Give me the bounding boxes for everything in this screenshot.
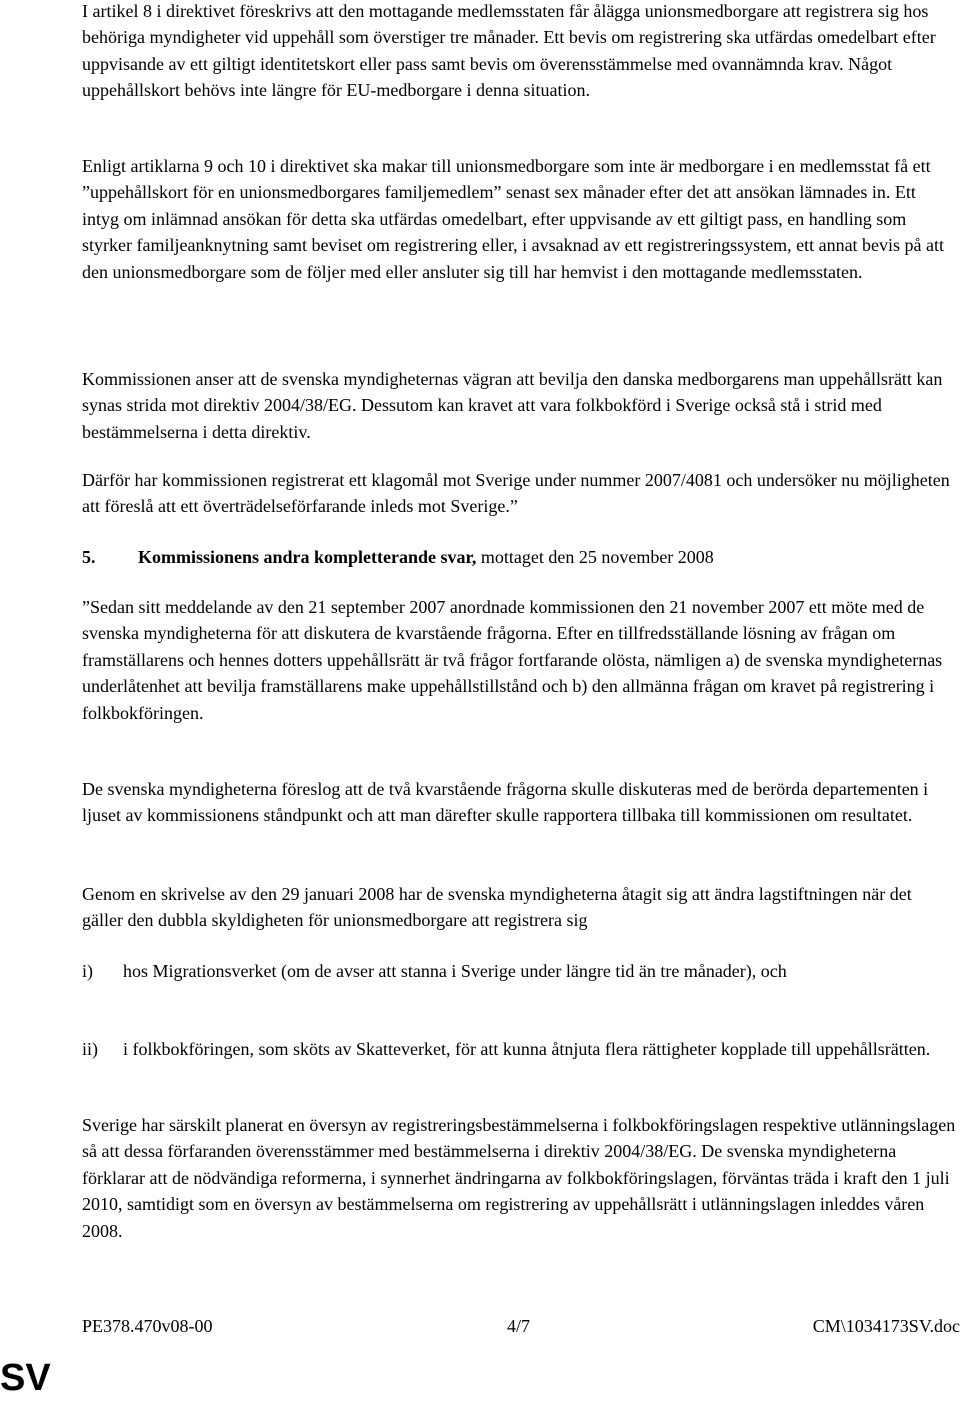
list-item <box>82 958 956 984</box>
paragraph-articles-9-10: Enligt artiklarna 9 och 10 i direktivet ska makar till unionsmedborgare som inte är medborgare i en medlemsstat få ett ”uppehållskort för en unionsmedborgares familjemedlem” senast sex månader efter det att ansökan lämnades in. Ett intyg om inlämnad ansökan för detta ska utfärdas omedelbart, efter uppvisande av ett giltigt pass, en handling som styrker familjeanknytning samt beviset om registrering eller, i avsaknad av ett registreringssystem, ett annat bevis på att den unionsmedborgare som de följer med eller ansluter sig till har hemvist i den mottagande medlemsstaten. <box>82 156 945 282</box>
section-heading <box>82 544 956 570</box>
section-number: 5. <box>82 547 96 567</box>
paragraph-proposal: De svenska myndigheterna föreslog att de två kvarstående frågorna skulle diskuteras med de berörda departementen i ljuset av kommissionens ståndpunkt och att man därefter skulle rapportera tillbaka till kommissionen om resultatet. <box>82 779 929 826</box>
section-title: Kommissionens andra kompletterande svar, <box>138 547 477 567</box>
page-footer <box>82 1313 960 1339</box>
paragraph-article-8: I artikel 8 i direktivet föreskrivs att den mottagande medlemsstaten får ålägga unionsmedborgare att registrera sig hos behöriga myndigheter vid uppehåll som överstiger tre månader. Ett bevis om registrering ska utfärdas omedelbart efter uppvisande av ett giltigt identitetskort eller pass samt bevis om överensstämmelse med ovannämnda krav. Något uppehållskort behövs inte längre för EU-medborgare i denna situation. <box>82 1 936 101</box>
list-item <box>82 1036 956 1062</box>
language-code: SV <box>0 1357 51 1399</box>
paragraph-review: Sverige har särskilt planerat en översyn av registreringsbestämmelserna i folkbokföringslagen respektive utlänningslagen så att dessa förfaranden överensstämmer med bestämmelserna i direktiv 2004/38/EG. De svenska myndigheterna förklarar att de nödvändiga reformerna, i synnerhet ändringarna av folkbokföringslagen, förväntas träda i kraft den 1 juli 2010, samtidigt som en översyn av bestämmelserna om registrering av uppehållsrätt i utlänningslagen inleddes våren 2008. <box>82 1115 956 1241</box>
paragraph-complaint-registered: Därför har kommissionen registrerat ett klagomål mot Sverige under nummer 2007/4081 och undersöker nu möjligheten att föreslå att ett överträdelseförfarande inleds mot Sverige.” <box>82 470 950 517</box>
paragraph-meeting: ”Sedan sitt meddelande av den 21 september 2007 anordnade kommissionen den 21 november 2007 ett möte med de svenska myndigheterna för att diskutera de kvarstående frågorna. Efter en tillfredsställande lösning av frågan om framställarens och hennes dotters uppehållsrätt är två frågor fortfarande olösta, nämligen a) de svenska myndigheternas underlåtenhet att bevilja framställarens make uppehållstillstånd och b) den allmänna frågan om kravet på registrering i folkbokföringen. <box>82 597 943 723</box>
footer-page-number: 4/7 <box>507 1316 531 1336</box>
footer-reference: PE378.470v08-00 <box>82 1316 213 1336</box>
list-marker: i) <box>82 961 93 981</box>
list-item-text: i folkbokföringen, som sköts av Skatteverket, för att kunna åtnjuta flera rättigheter kopplade till uppehållsrätten. <box>123 1039 931 1059</box>
section-subtitle: mottaget den 25 november 2008 <box>476 547 714 567</box>
paragraph-commission-view: Kommissionen anser att de svenska myndigheternas vägran att bevilja den danska medborgarens man uppehållsrätt kan synas strida mot direktiv 2004/38/EG. Dessutom kan kravet att vara folkbokförd i Sverige också stå i strid med bestämmelserna i detta direktiv. <box>82 369 943 442</box>
list-item-text: hos Migrationsverket (om de avser att stanna i Sverige under längre tid än tre månader), och <box>123 961 787 981</box>
footer-doc-name: CM\1034173SV.doc <box>812 1316 960 1336</box>
paragraph-letter: Genom en skrivelse av den 29 januari 2008 har de svenska myndigheterna åtagit sig att ändra lagstiftningen när det gäller den dubbla skyldigheten för unionsmedborgare att registrera sig <box>82 884 912 931</box>
list-marker: ii) <box>82 1039 98 1059</box>
